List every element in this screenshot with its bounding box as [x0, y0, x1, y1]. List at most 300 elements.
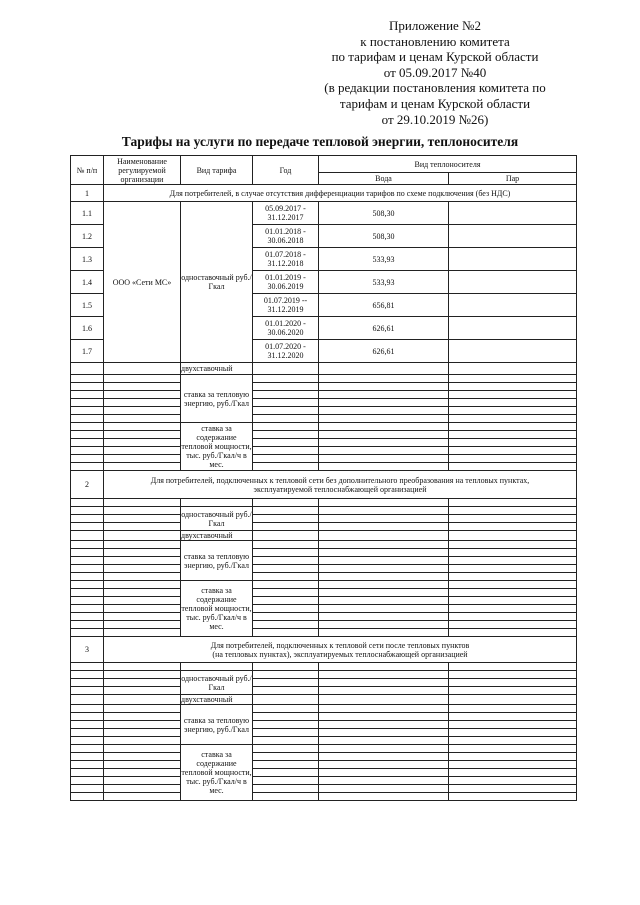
empty-cell	[71, 597, 104, 605]
empty-cell	[253, 431, 319, 439]
header-num: № п/п	[71, 156, 104, 185]
empty-cell	[449, 455, 577, 463]
empty-cell	[104, 769, 181, 777]
empty-cell	[449, 613, 577, 621]
empty-cell	[449, 705, 577, 713]
empty-cell	[319, 423, 449, 431]
steam-value	[449, 294, 577, 317]
empty-cell	[449, 793, 577, 801]
empty-cell	[319, 745, 449, 753]
empty-cell	[253, 663, 319, 671]
header-water: Вода	[319, 173, 449, 185]
period: 01.01.2020 - 30.06.2020	[253, 317, 319, 340]
empty-cell	[104, 423, 181, 431]
empty-cell	[71, 589, 104, 597]
empty-cell	[319, 629, 449, 637]
empty-cell	[71, 737, 104, 745]
empty-cell	[104, 761, 181, 769]
empty-cell	[104, 629, 181, 637]
empty-cell	[104, 439, 181, 447]
steam-value	[449, 340, 577, 363]
empty-cell	[319, 565, 449, 573]
empty-cell	[319, 407, 449, 415]
empty-cell	[71, 695, 104, 705]
empty-cell	[71, 785, 104, 793]
capacity-rate-label: ставка за содержание тепловой мощности, тыс. руб./Гкал/ч в мес.	[181, 745, 253, 801]
empty-cell	[253, 713, 319, 721]
empty-cell	[449, 573, 577, 581]
empty-cell	[71, 463, 104, 471]
empty-cell	[253, 391, 319, 399]
document-title: Тарифы на услуги по передаче тепловой энергии, теплоносителя	[121, 134, 519, 149]
empty-cell	[71, 687, 104, 695]
empty-cell	[253, 753, 319, 761]
empty-cell	[319, 721, 449, 729]
empty-cell	[449, 761, 577, 769]
period: 01.07.2019 -- 31.12.2019	[253, 294, 319, 317]
empty-cell	[253, 515, 319, 523]
empty-cell	[449, 737, 577, 745]
empty-cell	[253, 399, 319, 407]
empty-cell	[449, 769, 577, 777]
water-value: 533,93	[319, 248, 449, 271]
empty-cell	[449, 729, 577, 737]
empty-cell	[104, 613, 181, 621]
empty-cell	[253, 613, 319, 621]
two-rate-label: двухставочный	[181, 695, 253, 705]
empty-cell	[319, 531, 449, 541]
empty-cell	[71, 581, 104, 589]
empty-cell	[319, 455, 449, 463]
empty-cell	[319, 663, 449, 671]
water-value: 656,81	[319, 294, 449, 317]
empty-cell	[71, 793, 104, 801]
section-num: 2	[71, 471, 104, 499]
empty-cell	[253, 761, 319, 769]
empty-cell	[253, 777, 319, 785]
empty-cell	[449, 541, 577, 549]
empty-cell	[449, 663, 577, 671]
empty-cell	[104, 447, 181, 455]
empty-cell	[71, 629, 104, 637]
capacity-rate-label: ставка за содержание тепловой мощности, тыс. руб./Гкал/ч в мес.	[181, 424, 252, 469]
empty-cell	[104, 737, 181, 745]
empty-cell	[449, 499, 577, 507]
empty-cell	[71, 541, 104, 549]
empty-cell	[449, 375, 577, 383]
empty-cell	[253, 447, 319, 455]
empty-cell	[104, 541, 181, 549]
empty-cell	[253, 531, 319, 541]
empty-cell	[449, 671, 577, 679]
single-rate-label: одноставочный руб./Гкал	[181, 507, 253, 531]
header-steam: Пар	[449, 173, 577, 185]
row-num: 1.5	[71, 294, 104, 317]
water-value: 533,93	[319, 271, 449, 294]
empty-cell	[253, 589, 319, 597]
empty-cell	[71, 729, 104, 737]
empty-cell	[71, 415, 104, 423]
empty-cell	[319, 793, 449, 801]
organization-name: ООО «Сети МС»	[104, 202, 181, 363]
empty-cell	[449, 549, 577, 557]
empty-cell	[319, 769, 449, 777]
empty-cell	[71, 565, 104, 573]
empty-cell	[253, 375, 319, 383]
empty-cell	[104, 705, 181, 713]
empty-cell	[104, 793, 181, 801]
empty-cell	[449, 581, 577, 589]
empty-cell	[449, 423, 577, 431]
energy-rate-label: ставка за тепловую энергию, руб./Гкал	[181, 541, 253, 581]
water-value: 508,30	[319, 202, 449, 225]
empty-cell	[253, 705, 319, 713]
empty-cell	[449, 695, 577, 705]
empty-cell	[319, 679, 449, 687]
empty-cell	[71, 761, 104, 769]
empty-cell	[319, 557, 449, 565]
empty-cell	[449, 391, 577, 399]
empty-cell	[71, 523, 104, 531]
empty-cell	[319, 729, 449, 737]
empty-cell	[104, 499, 181, 507]
empty-cell	[253, 605, 319, 613]
empty-cell	[449, 687, 577, 695]
empty-cell	[71, 713, 104, 721]
section-title: Для потребителей, в случае отсутствия дифференциации тарифов по схеме подключения (без НДС)	[104, 185, 577, 202]
empty-cell	[319, 391, 449, 399]
empty-cell	[319, 761, 449, 769]
empty-cell	[104, 565, 181, 573]
empty-cell	[449, 721, 577, 729]
empty-cell	[71, 621, 104, 629]
empty-cell	[449, 679, 577, 687]
empty-cell	[253, 729, 319, 737]
empty-cell	[319, 613, 449, 621]
empty-cell	[71, 407, 104, 415]
empty-cell	[104, 523, 181, 531]
empty-cell	[449, 621, 577, 629]
empty-cell	[104, 621, 181, 629]
empty-cell	[104, 605, 181, 613]
empty-cell	[71, 605, 104, 613]
empty-cell	[253, 629, 319, 637]
two-rate-label: двухставочный	[181, 363, 253, 375]
steam-value	[449, 248, 577, 271]
empty-cell	[104, 391, 181, 399]
appendix-header	[290, 18, 580, 127]
empty-cell	[319, 447, 449, 455]
single-rate-label: одноставочный руб./Гкал	[181, 671, 253, 695]
empty-cell	[104, 549, 181, 557]
empty-cell	[319, 621, 449, 629]
empty-cell	[319, 687, 449, 695]
empty-cell	[449, 415, 577, 423]
empty-cell	[71, 753, 104, 761]
empty-cell	[71, 363, 104, 375]
empty-cell	[71, 515, 104, 523]
water-value: 508,30	[319, 225, 449, 248]
empty-cell	[449, 439, 577, 447]
empty-cell	[449, 383, 577, 391]
empty-cell	[71, 423, 104, 431]
empty-cell	[104, 713, 181, 721]
steam-value	[449, 225, 577, 248]
empty-cell	[319, 753, 449, 761]
section-title-line: (на тепловых пунктах), эксплуатируемых теплоснабжающей организацией	[212, 649, 468, 659]
empty-cell	[71, 447, 104, 455]
empty-cell	[253, 549, 319, 557]
empty-cell	[253, 581, 319, 589]
empty-cell	[449, 605, 577, 613]
empty-cell	[71, 383, 104, 391]
empty-cell	[253, 541, 319, 549]
empty-cell	[449, 523, 577, 531]
empty-cell	[104, 515, 181, 523]
appendix-line: Приложение №2	[389, 18, 481, 33]
empty-cell	[449, 531, 577, 541]
empty-cell	[104, 745, 181, 753]
empty-cell	[104, 455, 181, 463]
empty-cell	[71, 557, 104, 565]
empty-cell	[104, 399, 181, 407]
empty-cell	[104, 785, 181, 793]
empty-cell	[104, 671, 181, 679]
empty-cell	[319, 383, 449, 391]
empty-cell	[319, 705, 449, 713]
appendix-line: (в редакции постановления комитета по	[324, 80, 546, 96]
empty-cell	[449, 785, 577, 793]
energy-rate-label: ставка за тепловую энергию, руб./Гкал	[181, 375, 253, 423]
empty-cell	[253, 565, 319, 573]
empty-cell	[104, 383, 181, 391]
energy-rate-label: ставка за тепловую энергию, руб./Гкал	[181, 705, 253, 745]
empty-cell	[449, 597, 577, 605]
empty-cell	[319, 515, 449, 523]
empty-cell	[104, 589, 181, 597]
capacity-rate-label: ставка за содержание тепловой мощности, тыс. руб./Гкал/ч в мес.	[181, 581, 253, 637]
empty-cell	[71, 391, 104, 399]
empty-cell	[253, 597, 319, 605]
empty-cell	[71, 573, 104, 581]
empty-cell	[71, 431, 104, 439]
steam-value	[449, 271, 577, 294]
empty-cell	[253, 499, 319, 507]
empty-cell	[253, 687, 319, 695]
empty-cell	[449, 515, 577, 523]
appendix-line: от 29.10.2019 №26)	[381, 111, 489, 127]
empty-cell	[104, 597, 181, 605]
empty-cell	[253, 439, 319, 447]
empty-cell	[104, 777, 181, 785]
empty-cell	[71, 375, 104, 383]
empty-cell	[253, 557, 319, 565]
empty-cell	[449, 745, 577, 753]
empty-cell	[319, 695, 449, 705]
empty-cell	[253, 785, 319, 793]
empty-cell	[449, 557, 577, 565]
empty-cell	[449, 629, 577, 637]
empty-cell	[104, 507, 181, 515]
empty-cell	[319, 581, 449, 589]
appendix-line: от 05.09.2017 №40	[383, 64, 487, 80]
empty-cell	[449, 777, 577, 785]
row-num: 1.3	[71, 248, 104, 271]
empty-cell	[104, 431, 181, 439]
empty-cell	[449, 399, 577, 407]
empty-cell	[104, 663, 181, 671]
empty-cell	[319, 573, 449, 581]
empty-cell	[71, 663, 104, 671]
empty-cell	[319, 713, 449, 721]
empty-cell	[319, 777, 449, 785]
empty-cell	[104, 557, 181, 565]
empty-cell	[71, 399, 104, 407]
row-num: 1.1	[71, 202, 104, 225]
appendix-line: к постановлению комитета	[360, 33, 510, 49]
empty-cell	[104, 573, 181, 581]
empty-cell	[449, 589, 577, 597]
empty-cell	[319, 375, 449, 383]
header-carrier: Вид теплоносителя	[319, 156, 577, 173]
empty-cell	[449, 753, 577, 761]
empty-cell	[319, 589, 449, 597]
row-num: 1.6	[71, 317, 104, 340]
empty-cell	[253, 507, 319, 515]
appendix-line: по тарифам и ценам Курской области	[331, 49, 539, 65]
empty-cell	[449, 431, 577, 439]
empty-cell	[253, 573, 319, 581]
empty-cell	[253, 415, 319, 423]
empty-cell	[319, 415, 449, 423]
empty-cell	[319, 605, 449, 613]
empty-cell	[71, 499, 104, 507]
empty-cell	[71, 549, 104, 557]
appendix-line: тарифам и ценам Курской области	[339, 95, 531, 111]
section-title-line: Для потребителей, подключенных к тепловой сети без дополнительного преобразования на тепловых пунктах,	[150, 475, 530, 485]
empty-cell	[449, 447, 577, 455]
empty-cell	[253, 621, 319, 629]
empty-cell	[181, 663, 253, 671]
empty-cell	[253, 463, 319, 471]
empty-cell	[104, 463, 181, 471]
empty-cell	[71, 507, 104, 515]
empty-cell	[319, 463, 449, 471]
empty-cell	[71, 745, 104, 753]
empty-cell	[319, 671, 449, 679]
section-title-line: Для потребителей, подключенных к тепловой сети после тепловых пунктов	[210, 640, 470, 650]
empty-cell	[253, 455, 319, 463]
empty-cell	[71, 455, 104, 463]
row-num: 1.4	[71, 271, 104, 294]
section-title-line: эксплуатируемой теплоснабжающей организацией	[253, 484, 427, 494]
section-title	[104, 637, 577, 663]
empty-cell	[319, 507, 449, 515]
empty-cell	[104, 407, 181, 415]
header-org: Наименование регулируемой организации	[104, 156, 181, 185]
tariff-table	[70, 155, 577, 801]
empty-cell	[449, 363, 577, 375]
section-title	[104, 471, 577, 499]
empty-cell	[71, 671, 104, 679]
period: 01.01.2018 - 30.06.2018	[253, 225, 319, 248]
empty-cell	[181, 499, 253, 507]
empty-cell	[253, 423, 319, 431]
steam-value	[449, 317, 577, 340]
empty-cell	[104, 687, 181, 695]
empty-cell	[253, 721, 319, 729]
empty-cell	[449, 407, 577, 415]
empty-cell	[253, 383, 319, 391]
section-num: 3	[71, 637, 104, 663]
empty-cell	[319, 431, 449, 439]
empty-cell	[104, 531, 181, 541]
empty-cell	[104, 375, 181, 383]
empty-cell	[253, 523, 319, 531]
water-value: 626,61	[319, 340, 449, 363]
single-rate-label: одноставочный руб./Гкал	[181, 202, 253, 363]
empty-cell	[104, 729, 181, 737]
row-num: 1.7	[71, 340, 104, 363]
empty-cell	[319, 737, 449, 745]
empty-cell	[71, 679, 104, 687]
period: 01.07.2018 - 31.12.2018	[253, 248, 319, 271]
empty-cell	[71, 769, 104, 777]
empty-cell	[104, 695, 181, 705]
row-num: 1.2	[71, 225, 104, 248]
empty-cell	[104, 721, 181, 729]
empty-cell	[253, 679, 319, 687]
empty-cell	[104, 581, 181, 589]
steam-value	[449, 202, 577, 225]
empty-cell	[449, 463, 577, 471]
section-num: 1	[71, 185, 104, 202]
empty-cell	[71, 439, 104, 447]
empty-cell	[104, 415, 181, 423]
empty-cell	[71, 531, 104, 541]
empty-cell	[319, 363, 449, 375]
empty-cell	[253, 793, 319, 801]
empty-cell	[71, 613, 104, 621]
empty-cell	[253, 769, 319, 777]
empty-cell	[319, 549, 449, 557]
two-rate-label: двухставочный	[181, 531, 253, 541]
empty-cell	[449, 507, 577, 515]
empty-cell	[449, 713, 577, 721]
empty-cell	[253, 737, 319, 745]
water-value: 626,61	[319, 317, 449, 340]
empty-cell	[104, 679, 181, 687]
empty-cell	[319, 439, 449, 447]
empty-cell	[253, 671, 319, 679]
period: 05.09.2017 - 31.12.2017	[253, 202, 319, 225]
empty-cell	[104, 363, 181, 375]
empty-cell	[253, 363, 319, 375]
empty-cell	[449, 565, 577, 573]
empty-cell	[253, 407, 319, 415]
empty-cell	[319, 399, 449, 407]
empty-cell	[253, 745, 319, 753]
empty-cell	[319, 541, 449, 549]
header-tariff-type: Вид тарифа	[181, 156, 253, 185]
empty-cell	[104, 753, 181, 761]
empty-cell	[319, 597, 449, 605]
period: 01.07.2020 - 31.12.2020	[253, 340, 319, 363]
empty-cell	[319, 785, 449, 793]
empty-cell	[319, 499, 449, 507]
empty-cell	[253, 695, 319, 705]
empty-cell	[71, 777, 104, 785]
